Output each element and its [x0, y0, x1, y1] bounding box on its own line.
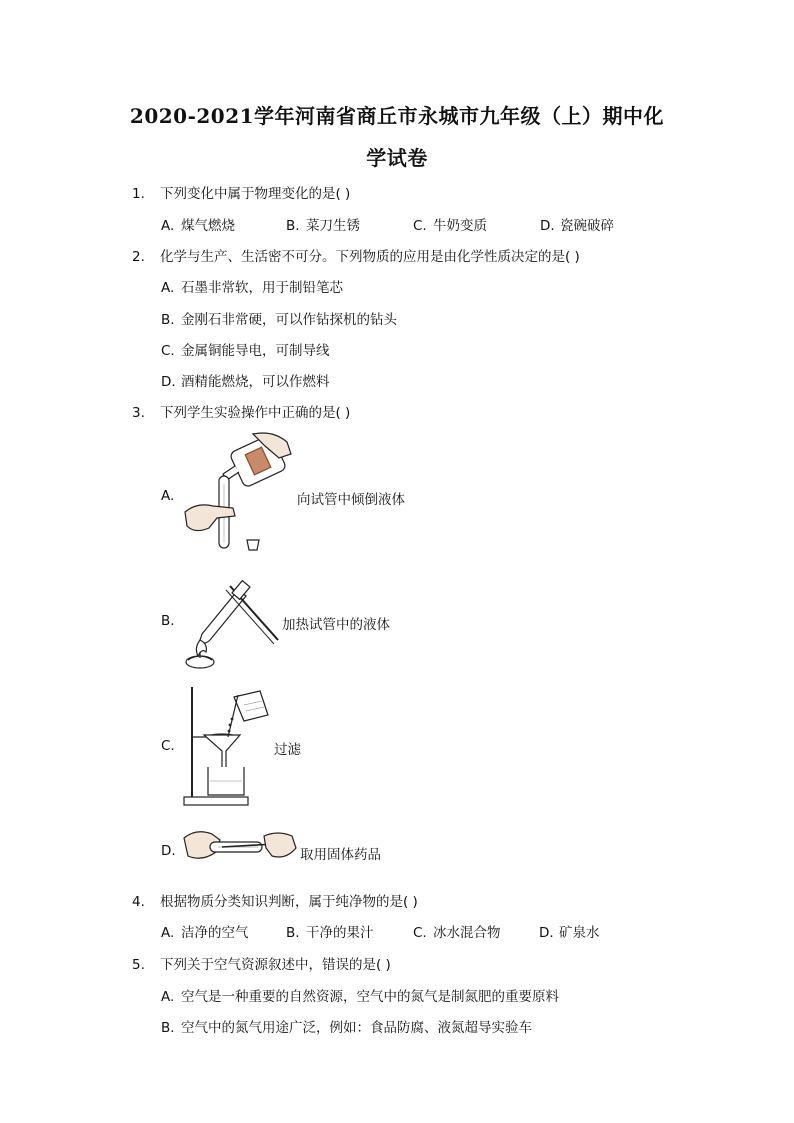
question-number: 3. — [132, 405, 145, 421]
q4-option-d: D. 矿泉水 — [539, 925, 600, 941]
q3-option-d-text: 取用固体药品 — [300, 847, 381, 863]
q4-option-b: B. 干净的果汁 — [286, 925, 374, 941]
pour-liquid-into-test-tube-illustration — [183, 432, 295, 556]
question-text: 化学与生产、生活密不可分。下列物质的应用是由化学性质决定的是( ) — [160, 249, 580, 265]
q3-option-a-text: 向试管中倾倒液体 — [297, 492, 405, 508]
q3-option-d-letter: D. — [161, 843, 176, 859]
q3-option-a-letter: A. — [161, 488, 175, 504]
q1-option-b: B. 菜刀生锈 — [286, 218, 360, 234]
question-1 — [132, 182, 350, 202]
question-2 — [132, 245, 580, 265]
question-text: 下列学生实验操作中正确的是( ) — [160, 405, 351, 421]
question-3 — [132, 401, 350, 421]
q4-option-c: C. 冰水混合物 — [413, 925, 501, 941]
q2-option-d: D. 酒精能燃烧，可以作燃料 — [161, 374, 330, 390]
q5-option-a: A. 空气是一种重要的自然资源，空气中的氮气是制氮肥的重要原料 — [161, 989, 559, 1005]
q3-option-b-text: 加热试管中的液体 — [282, 617, 390, 633]
question-text: 下列关于空气资源叙述中，错误的是( ) — [160, 957, 391, 973]
take-solid-reagent-illustration — [182, 826, 298, 870]
question-number: 1. — [132, 186, 145, 202]
q4-option-a: A. 洁净的空气 — [161, 925, 249, 941]
question-number: 4. — [132, 894, 145, 910]
page-title-line1: 2020-2021学年河南省商丘市永城市九年级（上）期中化 — [129, 104, 665, 128]
q1-option-c: C. 牛奶变质 — [413, 218, 487, 234]
q3-option-c-letter: C. — [161, 738, 175, 754]
q3-option-c-text: 过滤 — [274, 742, 301, 758]
question-number: 2. — [132, 249, 145, 265]
question-text: 下列变化中属于物理变化的是( ) — [160, 186, 351, 202]
question-5 — [132, 953, 391, 973]
q2-option-c: C. 金属铜能导电，可制导线 — [161, 343, 330, 359]
filtration-apparatus-illustration — [182, 685, 274, 807]
q1-option-a: A. 煤气燃烧 — [161, 218, 235, 234]
q3-option-b-letter: B. — [161, 613, 175, 629]
q2-option-a: A. 石墨非常软，用于制铅笔芯 — [161, 280, 343, 296]
question-4 — [132, 890, 418, 910]
question-number: 5. — [132, 957, 145, 973]
page-title-line2: 学试卷 — [366, 146, 428, 170]
question-text: 根据物质分类知识判断，属于纯净物的是( ) — [160, 894, 418, 910]
heat-liquid-in-test-tube-illustration — [180, 578, 282, 670]
q1-option-d: D. 瓷碗破碎 — [540, 218, 614, 234]
q5-option-b: B. 空气中的氮气用途广泛，例如：食品防腐、液氮超导实验车 — [161, 1020, 532, 1036]
q2-option-b: B. 金刚石非常硬，可以作钻探机的钻头 — [161, 312, 397, 328]
